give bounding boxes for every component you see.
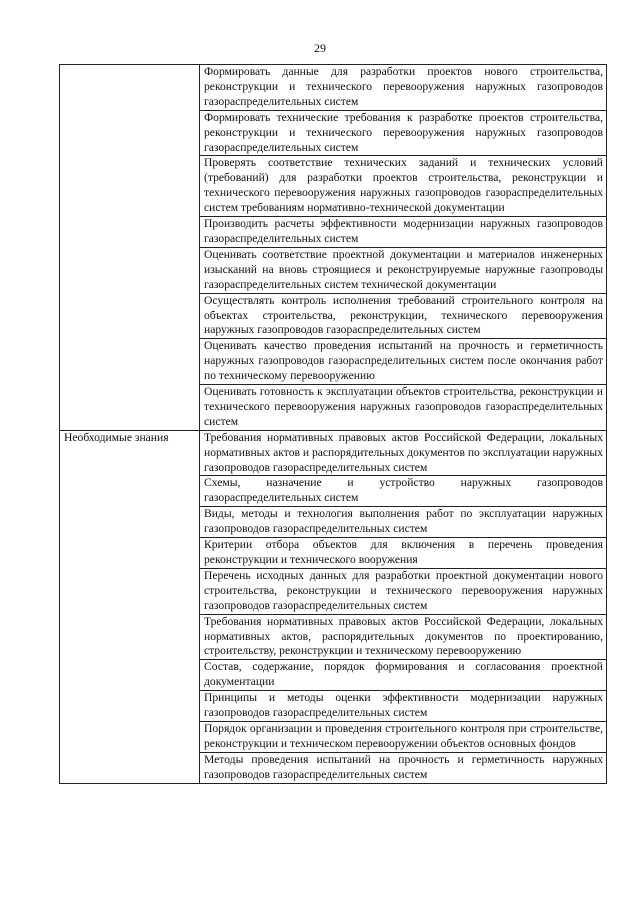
requirements-table [59,64,607,784]
cell-text: Требования нормативных правовых актов Российской Федерации, локальных нормативных актов, распорядительных документов по проектированию, строительству, реконструкции и техническому перевооружению [204,614,603,658]
table-cell [200,339,607,385]
table-cell [200,721,607,752]
cell-text: Оценивать соответствие проектной документации и материалов инженерных изысканий на вновь строящиеся и реконструируемые наружные газопроводы газораспределительных систем технической документации [204,247,603,291]
row-label: Необходимые знания [64,430,169,444]
knowledge-label-cell [60,430,200,783]
cell-text: Осуществлять контроль исполнения требований строительного контроля на объектах строительства, реконструкции, технического перевооружения наружных газопроводов газораспределительных систем [204,293,603,337]
page-number: 29 [314,41,326,55]
table-cell [200,538,607,569]
table-cell [200,385,607,431]
table-cell [200,293,607,339]
cell-text: Виды, методы и технология выполнения работ по эксплуатации наружных газопроводов газораспределительных систем [204,507,603,536]
cell-text: Оценивать готовность к эксплуатации объектов строительства, реконструкции и технического перевооружения наружных газопроводов газораспределительных систем [204,385,603,428]
table-cell [200,217,607,248]
skills-label-cell [60,65,200,431]
cell-text: Состав, содержание, порядок формирования и согласования проектной документации [204,660,603,689]
cell-text: Формировать данные для разработки проектов нового строительства, реконструкции и технического перевооружения наружных газопроводов газораспределительных систем [204,65,603,108]
table-row [60,65,607,111]
cell-text: Производить расчеты эффективности модернизации наружных газопроводов газораспределительных систем [204,217,603,245]
table-cell [200,660,607,691]
table-cell [200,476,607,507]
cell-text: Требования нормативных правовых актов Российской Федерации, локальных нормативных актов и распорядительных документов по эксплуатации наружных газопроводов газораспределительных систем [204,430,603,474]
table-row [60,430,607,476]
cell-text: Оценивать качество проведения испытаний на прочность и герметичность наружных газопроводов газораспределительных систем после окончания работ по техническому перевооружению [204,339,603,383]
cell-text: Критерии отбора объектов для включения в перечень проведения реконструкции и технического вооружения [204,538,603,566]
cell-text: Принципы и методы оценки эффективности модернизации наружных газопроводов газораспределительных систем [204,691,603,720]
cell-text: Порядок организации и проведения строительного контроля при строительстве, реконструкции и техническом перевооружении объектов основных фондов [204,721,603,750]
table-cell [200,614,607,660]
table-cell [200,110,607,156]
table-cell [200,156,607,217]
table-cell [200,430,607,476]
table-cell [200,65,607,111]
cell-text: Проверять соответствие технических заданий и технических условий (требований) для разработки проектов строительства, реконструкции и технического перевооружения наружных газопроводов газораспределительных систем требованиям нормативно-технической документации [204,156,603,215]
cell-text: Методы проведения испытаний на прочность и герметичность наружных газопроводов газораспределительных систем [204,752,603,781]
table-cell [200,691,607,722]
table-cell [200,507,607,538]
table-cell [200,568,607,614]
table-cell [200,247,607,293]
table-cell [200,752,607,783]
cell-text: Схемы, назначение и устройство наружных газопроводов газораспределительных систем [204,476,603,505]
cell-text: Формировать технические требования к разработке проектов строительства, реконструкции и технического перевооружения наружных газопроводов газораспределительных систем [204,110,603,154]
cell-text: Перечень исходных данных для разработки проектной документации нового строительства, реконструкции и технического перевооружения наружных газопроводов газораспределительных систем [204,568,603,612]
